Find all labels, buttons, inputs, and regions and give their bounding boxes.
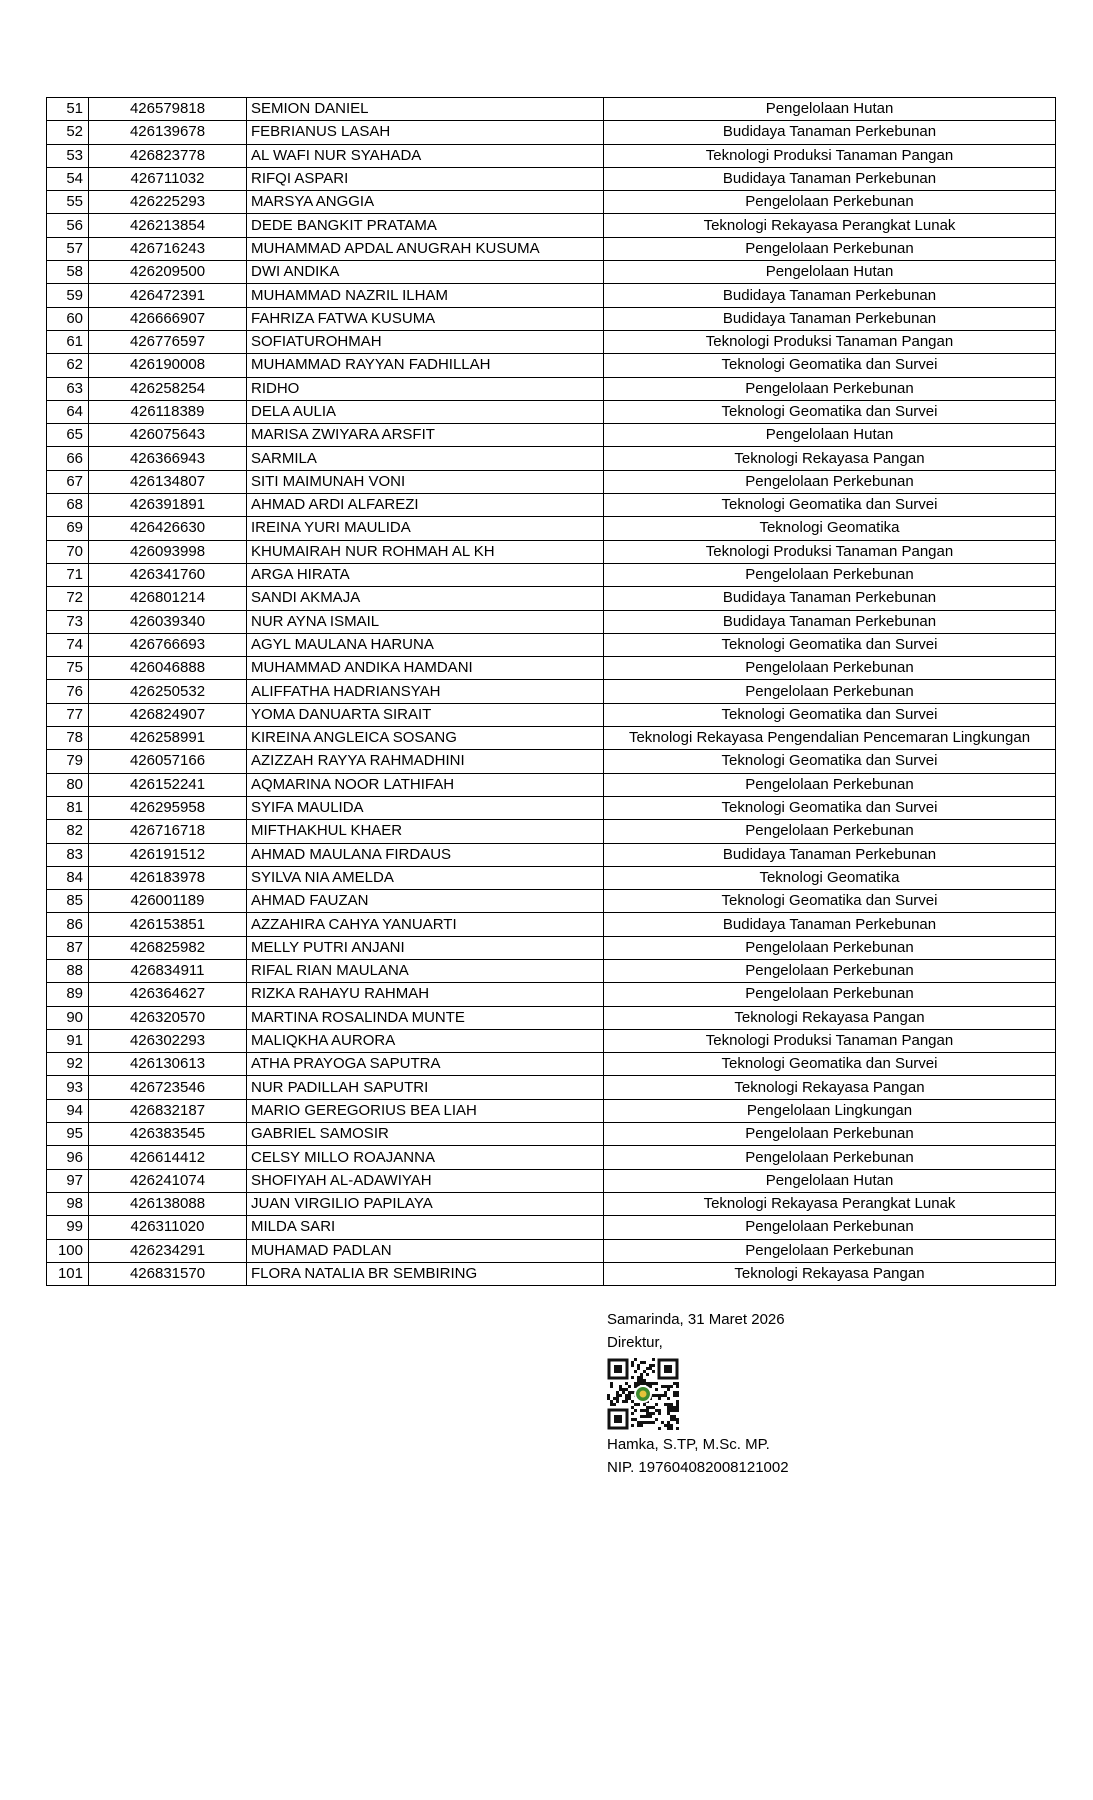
name-cell: AHMAD FAUZAN: [247, 890, 604, 913]
program-cell: Teknologi Rekayasa Pangan: [604, 1076, 1056, 1099]
program-cell: Teknologi Geomatika dan Survei: [604, 354, 1056, 377]
program-cell: Pengelolaan Perkebunan: [604, 237, 1056, 260]
table-row: [47, 1076, 1056, 1099]
table-row: [47, 121, 1056, 144]
row-number: 56: [47, 214, 89, 237]
program-cell: Pengelolaan Hutan: [604, 1169, 1056, 1192]
row-number: 64: [47, 400, 89, 423]
name-cell: MELLY PUTRI ANJANI: [247, 936, 604, 959]
program-cell: Pengelolaan Perkebunan: [604, 773, 1056, 796]
program-cell: Teknologi Produksi Tanaman Pangan: [604, 1029, 1056, 1052]
name-cell: KHUMAIRAH NUR ROHMAH AL KH: [247, 540, 604, 563]
program-cell: Budidaya Tanaman Perkebunan: [604, 167, 1056, 190]
row-number: 84: [47, 866, 89, 889]
program-cell: Pengelolaan Perkebunan: [604, 1123, 1056, 1146]
program-cell: Pengelolaan Perkebunan: [604, 377, 1056, 400]
table-row: [47, 936, 1056, 959]
row-number: 72: [47, 587, 89, 610]
table-row: [47, 750, 1056, 773]
nim-cell: 426723546: [89, 1076, 247, 1099]
row-number: 61: [47, 330, 89, 353]
name-cell: ATHA PRAYOGA SAPUTRA: [247, 1053, 604, 1076]
nim-cell: 426825982: [89, 936, 247, 959]
table-row: [47, 167, 1056, 190]
nim-cell: 426295958: [89, 796, 247, 819]
name-cell: RIDHO: [247, 377, 604, 400]
student-roster-table: [46, 97, 1056, 1286]
nim-cell: 426320570: [89, 1006, 247, 1029]
row-number: 62: [47, 354, 89, 377]
table-row: [47, 400, 1056, 423]
program-cell: Teknologi Geomatika: [604, 866, 1056, 889]
row-number: 95: [47, 1123, 89, 1146]
name-cell: SANDI AKMAJA: [247, 587, 604, 610]
table-row: [47, 447, 1056, 470]
nim-cell: 426472391: [89, 284, 247, 307]
table-row: [47, 1099, 1056, 1122]
nim-cell: 426824907: [89, 703, 247, 726]
table-row: [47, 1216, 1056, 1239]
row-number: 51: [47, 98, 89, 121]
program-cell: Budidaya Tanaman Perkebunan: [604, 587, 1056, 610]
name-cell: AGYL MAULANA HARUNA: [247, 633, 604, 656]
row-number: 93: [47, 1076, 89, 1099]
nim-cell: 426302293: [89, 1029, 247, 1052]
program-cell: Pengelolaan Perkebunan: [604, 820, 1056, 843]
name-cell: NUR PADILLAH SAPUTRI: [247, 1076, 604, 1099]
nim-cell: 426130613: [89, 1053, 247, 1076]
signer-name: Hamka, S.TP, M.Sc. MP.: [607, 1436, 770, 1453]
nim-cell: 426139678: [89, 121, 247, 144]
nim-cell: 426579818: [89, 98, 247, 121]
nim-cell: 426834911: [89, 959, 247, 982]
name-cell: MUHAMMAD ANDIKA HAMDANI: [247, 657, 604, 680]
table-row: [47, 98, 1056, 121]
nim-cell: 426209500: [89, 261, 247, 284]
nim-cell: 426614412: [89, 1146, 247, 1169]
row-number: 75: [47, 657, 89, 680]
name-cell: DEDE BANGKIT PRATAMA: [247, 214, 604, 237]
nim-cell: 426234291: [89, 1239, 247, 1262]
row-number: 85: [47, 890, 89, 913]
program-cell: Pengelolaan Perkebunan: [604, 680, 1056, 703]
name-cell: MALIQKHA AURORA: [247, 1029, 604, 1052]
table-row: [47, 959, 1056, 982]
program-cell: Pengelolaan Perkebunan: [604, 191, 1056, 214]
row-number: 70: [47, 540, 89, 563]
table-row: [47, 610, 1056, 633]
name-cell: AHMAD MAULANA FIRDAUS: [247, 843, 604, 866]
nim-cell: 426716718: [89, 820, 247, 843]
program-cell: Teknologi Geomatika dan Survei: [604, 494, 1056, 517]
program-cell: Teknologi Geomatika dan Survei: [604, 890, 1056, 913]
name-cell: DWI ANDIKA: [247, 261, 604, 284]
program-cell: Pengelolaan Perkebunan: [604, 936, 1056, 959]
row-number: 60: [47, 307, 89, 330]
table-row: [47, 1146, 1056, 1169]
program-cell: Pengelolaan Perkebunan: [604, 959, 1056, 982]
nim-cell: 426801214: [89, 587, 247, 610]
table-row: [47, 214, 1056, 237]
name-cell: JUAN VIRGILIO PAPILAYA: [247, 1192, 604, 1215]
table-row: [47, 1053, 1056, 1076]
program-cell: Pengelolaan Perkebunan: [604, 1146, 1056, 1169]
table-row: [47, 657, 1056, 680]
name-cell: SEMION DANIEL: [247, 98, 604, 121]
program-cell: Pengelolaan Perkebunan: [604, 657, 1056, 680]
name-cell: MARIO GEREGORIUS BEA LIAH: [247, 1099, 604, 1122]
row-number: 89: [47, 983, 89, 1006]
nim-cell: 426258991: [89, 727, 247, 750]
table-row: [47, 703, 1056, 726]
nim-cell: 426391891: [89, 494, 247, 517]
nim-cell: 426426630: [89, 517, 247, 540]
row-number: 55: [47, 191, 89, 214]
nim-cell: 426118389: [89, 400, 247, 423]
row-number: 97: [47, 1169, 89, 1192]
signer-nip: NIP. 197604082008121002: [607, 1459, 789, 1476]
program-cell: Teknologi Produksi Tanaman Pangan: [604, 540, 1056, 563]
name-cell: RIFQI ASPARI: [247, 167, 604, 190]
name-cell: SYILVA NIA AMELDA: [247, 866, 604, 889]
nim-cell: 426341760: [89, 563, 247, 586]
nim-cell: 426057166: [89, 750, 247, 773]
row-number: 92: [47, 1053, 89, 1076]
row-number: 65: [47, 424, 89, 447]
row-number: 73: [47, 610, 89, 633]
name-cell: IREINA YURI MAULIDA: [247, 517, 604, 540]
name-cell: MUHAMMAD NAZRIL ILHAM: [247, 284, 604, 307]
row-number: 76: [47, 680, 89, 703]
program-cell: Teknologi Geomatika dan Survei: [604, 633, 1056, 656]
program-cell: Pengelolaan Hutan: [604, 424, 1056, 447]
name-cell: MARISA ZWIYARA ARSFIT: [247, 424, 604, 447]
table-row: [47, 796, 1056, 819]
table-row: [47, 1006, 1056, 1029]
name-cell: FEBRIANUS LASAH: [247, 121, 604, 144]
nim-cell: 426138088: [89, 1192, 247, 1215]
nim-cell: 426832187: [89, 1099, 247, 1122]
nim-cell: 426191512: [89, 843, 247, 866]
nim-cell: 426134807: [89, 470, 247, 493]
table-row: [47, 377, 1056, 400]
nim-cell: 426666907: [89, 307, 247, 330]
row-number: 100: [47, 1239, 89, 1262]
table-row: [47, 540, 1056, 563]
name-cell: DELA AULIA: [247, 400, 604, 423]
name-cell: MUHAMAD PADLAN: [247, 1239, 604, 1262]
signer-title: Direktur,: [607, 1334, 663, 1351]
program-cell: Teknologi Geomatika: [604, 517, 1056, 540]
table-row: [47, 563, 1056, 586]
table-row: [47, 1192, 1056, 1215]
nim-cell: 426190008: [89, 354, 247, 377]
name-cell: MIFTHAKHUL KHAER: [247, 820, 604, 843]
name-cell: KIREINA ANGLEICA SOSANG: [247, 727, 604, 750]
name-cell: FLORA NATALIA BR SEMBIRING: [247, 1262, 604, 1285]
row-number: 82: [47, 820, 89, 843]
name-cell: RIFAL RIAN MAULANA: [247, 959, 604, 982]
nim-cell: 426364627: [89, 983, 247, 1006]
nim-cell: 426258254: [89, 377, 247, 400]
name-cell: SITI MAIMUNAH VONI: [247, 470, 604, 493]
row-number: 77: [47, 703, 89, 726]
program-cell: Pengelolaan Hutan: [604, 261, 1056, 284]
table-row: [47, 424, 1056, 447]
table-row: [47, 330, 1056, 353]
name-cell: FAHRIZA FATWA KUSUMA: [247, 307, 604, 330]
name-cell: AZIZZAH RAYYA RAHMADHINI: [247, 750, 604, 773]
table-row: [47, 517, 1056, 540]
name-cell: ALIFFATHA HADRIANSYAH: [247, 680, 604, 703]
name-cell: SHOFIYAH AL-ADAWIYAH: [247, 1169, 604, 1192]
row-number: 80: [47, 773, 89, 796]
row-number: 94: [47, 1099, 89, 1122]
program-cell: Budidaya Tanaman Perkebunan: [604, 284, 1056, 307]
program-cell: Pengelolaan Perkebunan: [604, 563, 1056, 586]
program-cell: Teknologi Rekayasa Pangan: [604, 1262, 1056, 1285]
name-cell: SARMILA: [247, 447, 604, 470]
program-cell: Teknologi Geomatika dan Survei: [604, 750, 1056, 773]
table-row: [47, 1169, 1056, 1192]
nim-cell: 426831570: [89, 1262, 247, 1285]
name-cell: MARTINA ROSALINDA MUNTE: [247, 1006, 604, 1029]
program-cell: Teknologi Rekayasa Pangan: [604, 447, 1056, 470]
program-cell: Budidaya Tanaman Perkebunan: [604, 610, 1056, 633]
row-number: 86: [47, 913, 89, 936]
table-row: [47, 1029, 1056, 1052]
table-row: [47, 680, 1056, 703]
table-row: [47, 1262, 1056, 1285]
row-number: 87: [47, 936, 89, 959]
nim-cell: 426093998: [89, 540, 247, 563]
row-number: 68: [47, 494, 89, 517]
name-cell: CELSY MILLO ROAJANNA: [247, 1146, 604, 1169]
nim-cell: 426766693: [89, 633, 247, 656]
table-row: [47, 587, 1056, 610]
program-cell: Teknologi Rekayasa Pengendalian Pencemaran Lingkungan: [604, 727, 1056, 750]
table-row: [47, 820, 1056, 843]
table-row: [47, 284, 1056, 307]
place-date: Samarinda, 31 Maret 2026: [607, 1311, 785, 1328]
nim-cell: 426311020: [89, 1216, 247, 1239]
nim-cell: 426383545: [89, 1123, 247, 1146]
table-row: [47, 1123, 1056, 1146]
row-number: 90: [47, 1006, 89, 1029]
program-cell: Teknologi Rekayasa Perangkat Lunak: [604, 1192, 1056, 1215]
row-number: 53: [47, 144, 89, 167]
name-cell: MUHAMMAD APDAL ANUGRAH KUSUMA: [247, 237, 604, 260]
row-number: 96: [47, 1146, 89, 1169]
nim-cell: 426046888: [89, 657, 247, 680]
name-cell: AZZAHIRA CAHYA YANUARTI: [247, 913, 604, 936]
nim-cell: 426250532: [89, 680, 247, 703]
table-row: [47, 913, 1056, 936]
program-cell: Budidaya Tanaman Perkebunan: [604, 307, 1056, 330]
program-cell: Budidaya Tanaman Perkebunan: [604, 121, 1056, 144]
row-number: 54: [47, 167, 89, 190]
name-cell: AL WAFI NUR SYAHADA: [247, 144, 604, 167]
name-cell: RIZKA RAHAYU RAHMAH: [247, 983, 604, 1006]
table-row: [47, 633, 1056, 656]
name-cell: NUR AYNA ISMAIL: [247, 610, 604, 633]
program-cell: Teknologi Geomatika dan Survei: [604, 796, 1056, 819]
signature-block: [607, 1308, 789, 1479]
row-number: 71: [47, 563, 89, 586]
row-number: 74: [47, 633, 89, 656]
row-number: 83: [47, 843, 89, 866]
row-number: 63: [47, 377, 89, 400]
row-number: 52: [47, 121, 89, 144]
program-cell: Teknologi Geomatika dan Survei: [604, 703, 1056, 726]
table-row: [47, 494, 1056, 517]
row-number: 67: [47, 470, 89, 493]
table-row: [47, 261, 1056, 284]
program-cell: Teknologi Produksi Tanaman Pangan: [604, 144, 1056, 167]
nim-cell: 426716243: [89, 237, 247, 260]
program-cell: Pengelolaan Perkebunan: [604, 983, 1056, 1006]
nim-cell: 426152241: [89, 773, 247, 796]
program-cell: Pengelolaan Lingkungan: [604, 1099, 1056, 1122]
program-cell: Teknologi Produksi Tanaman Pangan: [604, 330, 1056, 353]
name-cell: MARSYA ANGGIA: [247, 191, 604, 214]
nim-cell: 426039340: [89, 610, 247, 633]
nim-cell: 426225293: [89, 191, 247, 214]
program-cell: Teknologi Geomatika dan Survei: [604, 400, 1056, 423]
nim-cell: 426366943: [89, 447, 247, 470]
table-row: [47, 866, 1056, 889]
table-row: [47, 307, 1056, 330]
table-row: [47, 1239, 1056, 1262]
name-cell: SYIFA MAULIDA: [247, 796, 604, 819]
name-cell: AHMAD ARDI ALFAREZI: [247, 494, 604, 517]
row-number: 69: [47, 517, 89, 540]
nim-cell: 426075643: [89, 424, 247, 447]
table-row: [47, 727, 1056, 750]
name-cell: YOMA DANUARTA SIRAIT: [247, 703, 604, 726]
row-number: 57: [47, 237, 89, 260]
nim-cell: 426183978: [89, 866, 247, 889]
table-row: [47, 773, 1056, 796]
name-cell: ARGA HIRATA: [247, 563, 604, 586]
program-cell: Pengelolaan Hutan: [604, 98, 1056, 121]
row-number: 58: [47, 261, 89, 284]
program-cell: Teknologi Rekayasa Pangan: [604, 1006, 1056, 1029]
row-number: 59: [47, 284, 89, 307]
table-row: [47, 470, 1056, 493]
name-cell: AQMARINA NOOR LATHIFAH: [247, 773, 604, 796]
row-number: 91: [47, 1029, 89, 1052]
row-number: 98: [47, 1192, 89, 1215]
row-number: 88: [47, 959, 89, 982]
name-cell: MUHAMMAD RAYYAN FADHILLAH: [247, 354, 604, 377]
program-cell: Pengelolaan Perkebunan: [604, 1239, 1056, 1262]
name-cell: MILDA SARI: [247, 1216, 604, 1239]
table-row: [47, 191, 1056, 214]
table-row: [47, 237, 1056, 260]
name-cell: SOFIATUROHMAH: [247, 330, 604, 353]
program-cell: Budidaya Tanaman Perkebunan: [604, 913, 1056, 936]
roster-body: [47, 98, 1056, 1286]
table-row: [47, 144, 1056, 167]
row-number: 79: [47, 750, 89, 773]
program-cell: Pengelolaan Perkebunan: [604, 470, 1056, 493]
program-cell: Teknologi Geomatika dan Survei: [604, 1053, 1056, 1076]
program-cell: Budidaya Tanaman Perkebunan: [604, 843, 1056, 866]
row-number: 99: [47, 1216, 89, 1239]
row-number: 81: [47, 796, 89, 819]
nim-cell: 426823778: [89, 144, 247, 167]
qr-code-icon: [607, 1358, 679, 1430]
program-cell: Teknologi Rekayasa Perangkat Lunak: [604, 214, 1056, 237]
nim-cell: 426153851: [89, 913, 247, 936]
table-row: [47, 983, 1056, 1006]
nim-cell: 426711032: [89, 167, 247, 190]
nim-cell: 426241074: [89, 1169, 247, 1192]
name-cell: GABRIEL SAMOSIR: [247, 1123, 604, 1146]
table-row: [47, 890, 1056, 913]
row-number: 101: [47, 1262, 89, 1285]
row-number: 78: [47, 727, 89, 750]
nim-cell: 426213854: [89, 214, 247, 237]
table-row: [47, 354, 1056, 377]
table-row: [47, 843, 1056, 866]
nim-cell: 426001189: [89, 890, 247, 913]
nim-cell: 426776597: [89, 330, 247, 353]
program-cell: Pengelolaan Perkebunan: [604, 1216, 1056, 1239]
row-number: 66: [47, 447, 89, 470]
